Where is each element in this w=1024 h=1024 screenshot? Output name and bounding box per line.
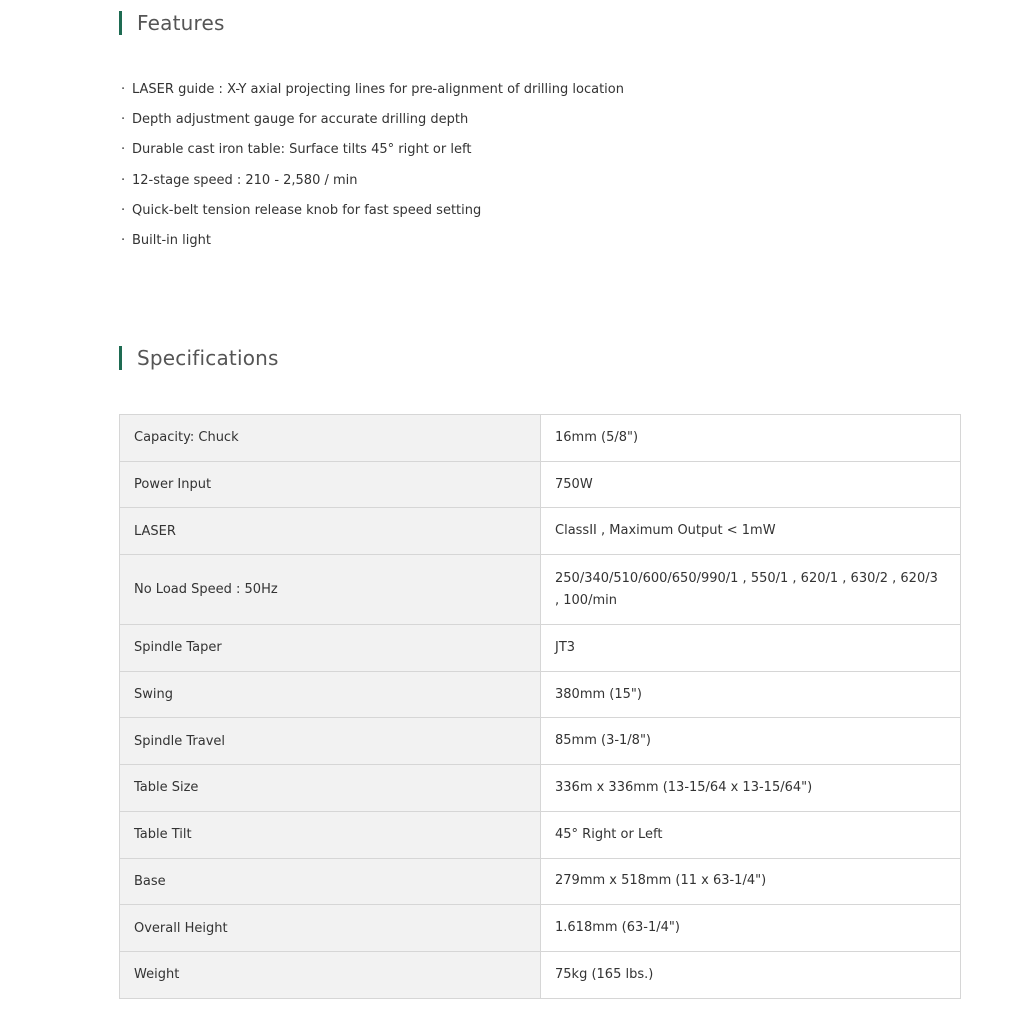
table-row xyxy=(120,951,961,998)
spec-value: 45° Right or Left xyxy=(541,811,961,858)
spec-label: Capacity: Chuck xyxy=(120,415,541,462)
spec-value: 336m x 336mm (13-15/64 x 13-15/64") xyxy=(541,765,961,812)
spec-label: Weight xyxy=(120,951,541,998)
bullet-icon: · xyxy=(121,172,126,188)
spec-value: 1.618mm (63-1/4") xyxy=(541,905,961,952)
heading-accent-bar xyxy=(119,11,122,35)
spec-label: No Load Speed : 50Hz xyxy=(120,555,541,625)
spec-label: Base xyxy=(120,858,541,905)
bullet-icon: · xyxy=(121,82,126,97)
table-row xyxy=(120,905,961,952)
specifications-title: Specifications xyxy=(137,346,279,370)
spec-value: ClassII , Maximum Output < 1mW xyxy=(541,508,961,555)
specifications-table xyxy=(119,414,961,999)
table-row xyxy=(120,718,961,765)
spec-label: Overall Height xyxy=(120,905,541,952)
bullet-icon: · xyxy=(121,202,126,218)
spec-value: 75kg (165 lbs.) xyxy=(541,951,961,998)
spec-value: 750W xyxy=(541,461,961,508)
spec-value: JT3 xyxy=(541,625,961,672)
specifications-heading xyxy=(119,346,279,370)
spec-value: 250/340/510/600/650/990/1 , 550/1 , 620/1 , 630/2 , 620/3 , 100/min xyxy=(541,555,961,625)
bullet-icon: · xyxy=(121,232,126,248)
table-row xyxy=(120,765,961,812)
feature-item: · Quick-belt tension release knob for fast speed setting xyxy=(121,199,624,229)
spec-label: Spindle Taper xyxy=(120,625,541,672)
spec-label: LASER xyxy=(120,508,541,555)
spec-label: Table Size xyxy=(120,765,541,812)
spec-label: Power Input xyxy=(120,461,541,508)
table-row xyxy=(120,625,961,672)
table-row xyxy=(120,508,961,555)
spec-value: 16mm (5/8") xyxy=(541,415,961,462)
heading-accent-bar xyxy=(119,346,122,370)
table-row xyxy=(120,415,961,462)
bullet-icon: · xyxy=(121,112,126,128)
bullet-icon: · xyxy=(121,142,126,158)
spec-label: Swing xyxy=(120,671,541,718)
features-title: Features xyxy=(137,11,225,35)
features-heading xyxy=(119,11,225,35)
spec-value: 279mm x 518mm (11 x 63-1/4") xyxy=(541,858,961,905)
feature-list xyxy=(121,78,624,259)
table-row xyxy=(120,811,961,858)
feature-item: · Depth adjustment gauge for accurate drilling depth xyxy=(121,108,624,138)
spec-value: 380mm (15") xyxy=(541,671,961,718)
table-row xyxy=(120,461,961,508)
table-row xyxy=(120,555,961,625)
spec-label: Spindle Travel xyxy=(120,718,541,765)
spec-label: Table Tilt xyxy=(120,811,541,858)
feature-item: · 12-stage speed : 210 - 2,580 / min xyxy=(121,169,624,199)
feature-item: · Built-in light xyxy=(121,229,624,259)
spec-value: 85mm (3-1/8") xyxy=(541,718,961,765)
feature-item: · LASER guide : X-Y axial projecting lines for pre-alignment of drilling location xyxy=(121,78,624,108)
feature-item: · Durable cast iron table: Surface tilts 45° right or left xyxy=(121,138,624,168)
table-row xyxy=(120,858,961,905)
table-row xyxy=(120,671,961,718)
